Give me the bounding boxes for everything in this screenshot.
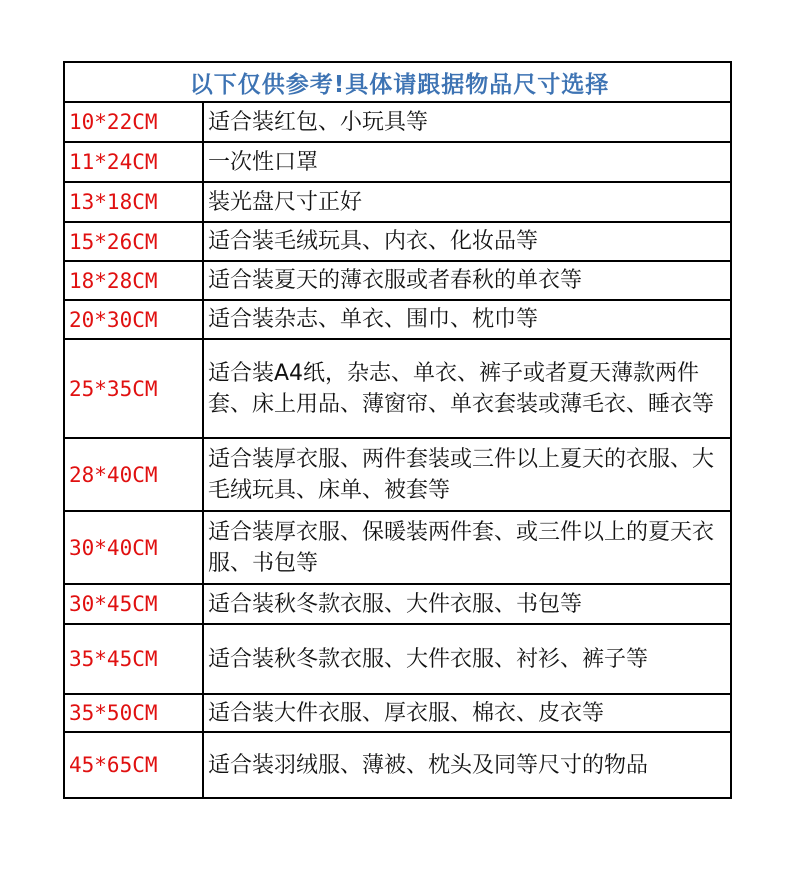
size-cell: 35*50CM (64, 694, 203, 732)
table-row (64, 511, 731, 584)
description-cell: 适合装羽绒服、薄被、枕头及同等尺寸的物品 (203, 732, 731, 798)
table-row (64, 222, 731, 261)
description-cell: 适合装毛绒玩具、内衣、化妆品等 (203, 222, 731, 261)
size-cell: 18*28CM (64, 261, 203, 300)
size-cell: 30*40CM (64, 511, 203, 584)
table-title: 以下仅供参考!具体请跟据物品尺寸选择 (64, 62, 731, 102)
description-cell: 适合装夏天的薄衣服或者春秋的单衣等 (203, 261, 731, 300)
size-cell: 30*45CM (64, 584, 203, 624)
size-cell: 13*18CM (64, 182, 203, 222)
size-cell: 25*35CM (64, 339, 203, 438)
table-row (64, 732, 731, 798)
description-cell: 适合装秋冬款衣服、大件衣服、书包等 (203, 584, 731, 624)
size-cell: 10*22CM (64, 102, 203, 142)
description-cell: 适合装厚衣服、两件套装或三件以上夏天的衣服、大毛绒玩具、床单、被套等 (203, 438, 731, 511)
size-cell: 28*40CM (64, 438, 203, 511)
description-cell: 适合装A4纸，杂志、单衣、裤子或者夏天薄款两件套、床上用品、薄窗帘、单衣套装或薄毛衣、睡衣等 (203, 339, 731, 438)
size-cell: 35*45CM (64, 624, 203, 694)
size-guide-table (63, 61, 732, 799)
size-cell: 45*65CM (64, 732, 203, 798)
table-row (64, 142, 731, 182)
table-row (64, 438, 731, 511)
description-cell: 适合装秋冬款衣服、大件衣服、衬衫、裤子等 (203, 624, 731, 694)
size-cell: 11*24CM (64, 142, 203, 182)
description-cell: 适合装杂志、单衣、围巾、枕巾等 (203, 300, 731, 339)
table-row (64, 339, 731, 438)
description-cell: 适合装大件衣服、厚衣服、棉衣、皮衣等 (203, 694, 731, 732)
table-row (64, 102, 731, 142)
table-row (64, 261, 731, 300)
table-row (64, 584, 731, 624)
title-row (64, 62, 731, 102)
table-row (64, 300, 731, 339)
table-row (64, 694, 731, 732)
size-cell: 20*30CM (64, 300, 203, 339)
description-cell: 适合装红包、小玩具等 (203, 102, 731, 142)
description-cell: 装光盘尺寸正好 (203, 182, 731, 222)
table-row (64, 624, 731, 694)
description-cell: 适合装厚衣服、保暖装两件套、或三件以上的夏天衣服、书包等 (203, 511, 731, 584)
description-cell: 一次性口罩 (203, 142, 731, 182)
table-row (64, 182, 731, 222)
size-cell: 15*26CM (64, 222, 203, 261)
